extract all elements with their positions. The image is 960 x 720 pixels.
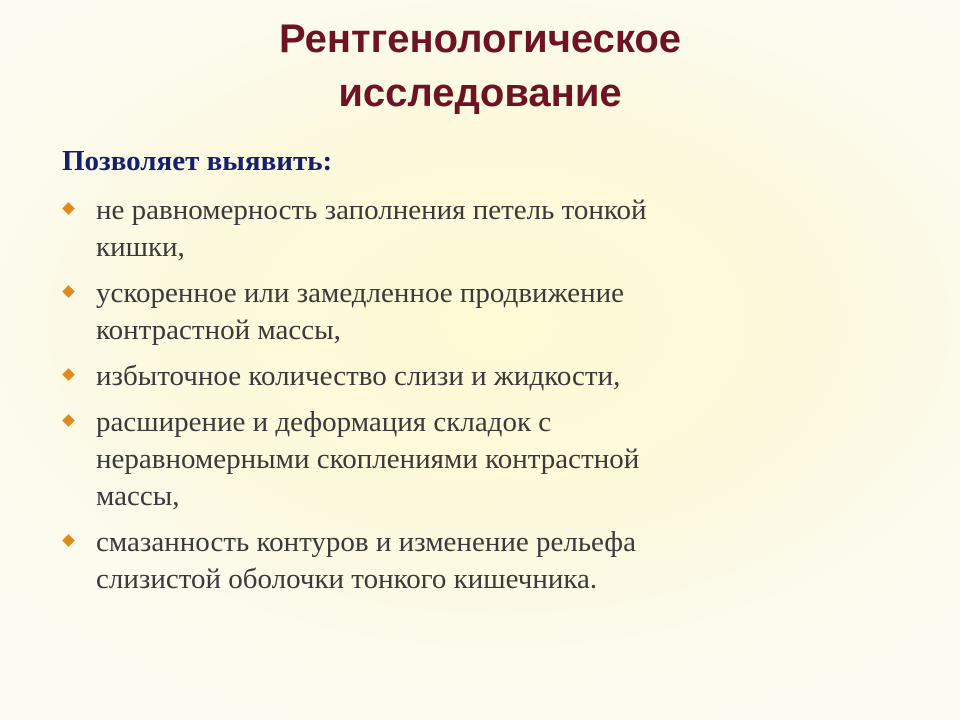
lead-text: Позволяет выявить: <box>62 145 333 177</box>
bullet-list <box>62 192 862 607</box>
diamond-bullet-icon <box>62 202 75 215</box>
bullet-line: избыточное количество слизи и жидкости, <box>96 360 621 392</box>
bullet-line: неравномерными скоплениями контрастной <box>96 443 640 475</box>
bullet-line: не равномерность заполнения петель тонкой <box>96 194 647 226</box>
bullet-item-5 <box>62 524 862 598</box>
diamond-bullet-icon <box>62 414 75 427</box>
bullet-item-3 <box>62 358 862 395</box>
bullet-line: слизистой оболочки тонкого кишечника. <box>96 563 598 595</box>
bullet-text <box>96 404 862 515</box>
slide-title <box>0 12 960 120</box>
bullet-line: расширение и деформация складок с <box>96 406 552 438</box>
bullet-item-1 <box>62 192 862 266</box>
bullet-text <box>96 524 862 598</box>
bullet-line: кишки, <box>96 231 185 263</box>
diamond-bullet-icon <box>62 368 75 381</box>
bullet-line: ускоренное или замедленное продвижение <box>96 277 625 309</box>
bullet-text <box>96 358 862 395</box>
bullet-text <box>96 275 862 349</box>
bullet-item-4 <box>62 404 862 515</box>
bullet-line: контрастной массы, <box>96 314 341 346</box>
bullet-text <box>96 192 862 266</box>
bullet-line: смазанность контуров и изменение рельефа <box>96 526 636 558</box>
diamond-bullet-icon <box>62 285 75 298</box>
diamond-bullet-icon <box>62 534 75 547</box>
bullet-item-2 <box>62 275 862 349</box>
slide-title-line-1: Рентгенологическое <box>278 17 682 61</box>
slide-title-line-2: исследование <box>338 71 622 115</box>
bullet-line: массы, <box>96 480 180 512</box>
